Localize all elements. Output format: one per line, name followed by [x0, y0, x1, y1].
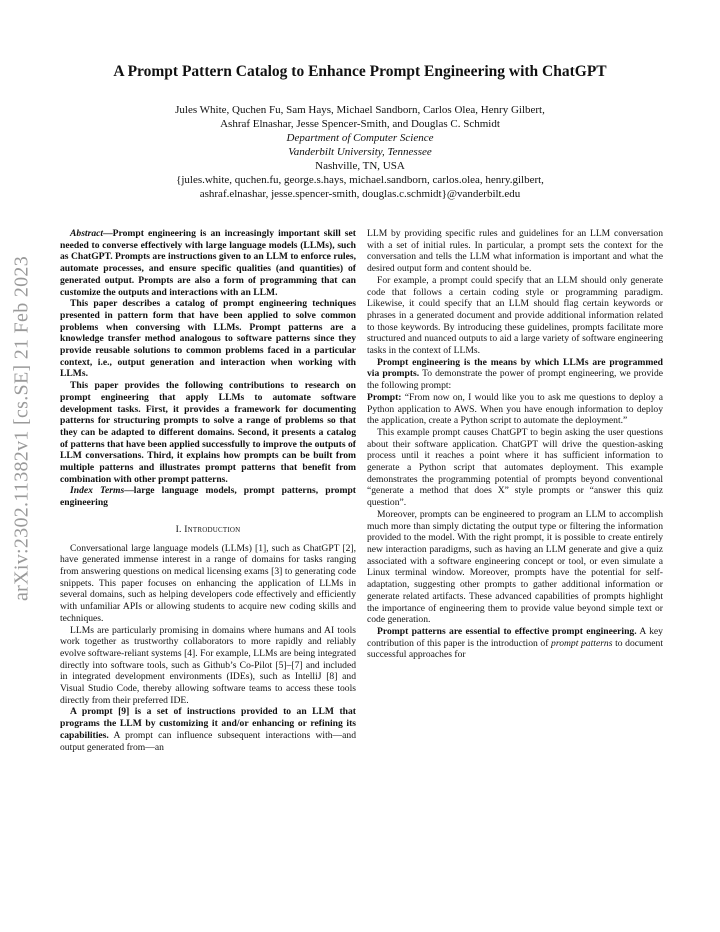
intro-paragraph-3: A prompt [9] is a set of instructions provided to an LLM that programs the LLM by customizing it and/or enhancing or refining its capabilities. A prompt can influence subsequent interactions with—and output generated from—an: [60, 706, 356, 753]
intro-paragraph-1: Conversational large language models (LLMs) [1], such as ChatGPT [2], have generated immense interest in a range of domains for tasks ranging from answering questions on medical licensing exams [3] to generating code snippets. This paper focuses on enhancing the application of LLMs in several domains, such as helping developers code effectively and efficiently with unfamiliar APIs or allowing students to acquire new coding skills and techniques.: [60, 542, 356, 624]
right-paragraph-6: Prompt patterns are essential to effective prompt engineering. A key contribution of this paper is the introduction of prompt patterns to document successful approaches for: [367, 625, 664, 661]
department: Department of Computer Science: [286, 132, 434, 144]
right-paragraph-3: Prompt engineering is the means by which LLMs are programmed via prompts. To demonstrate the power of prompt engineering, we provide the following prompt:: [367, 356, 663, 392]
emails-line-2: ashraf.elnashar, jesse.spencer-smith, douglas.c.schmidt}@vanderbilt.edu: [199, 188, 521, 200]
example-prompt: Prompt: “From now on, I would like you to ask me questions to deploy a Python application to AWS. When you have enough information to deploy the application, create a Python script to automate the deployment.”: [367, 391, 663, 427]
prompt-label: Prompt:: [367, 391, 402, 403]
index-terms-label: Index Terms: [70, 485, 125, 497]
author-names-line-2: Ashraf Elnashar, Jesse Spencer-Smith, and Douglas C. Schmidt: [220, 118, 500, 130]
abstract-paragraph-1: Abstract—Prompt engineering is an increasingly important skill set needed to converse effectively with large language models (LLMs), such as ChatGPT. Prompts are instructions given to an LLM to enforce rules, automate processes, and ensure specific qualities (and quantities) of generated output. Prompts are also a form of programming that can customize the outputs and interactions with an LLM.: [60, 228, 356, 298]
right-paragraph-5: Moreover, prompts can be engineered to program an LLM to accomplish much more than simply dictating the output type or filtering the information provided to the model. With the right prompt, it is possible to create entirely new interaction paradigms, such as having an LLM generate and give a quiz associated with a software engineering concept or tool, or even simulate a Linux terminal window. Moreover, prompts have the potential for self-adaptation, suggesting other prompts to gather additional information or generate related artifacts. These advanced capabilities of prompts highlight the importance of engineering them to provide value beyond simple text or code generation.: [367, 508, 663, 626]
abstract-paragraph-3: This paper provides the following contributions to research on prompt engineering that apply LLMs to automate software development tasks. First, it provides a framework for documenting patterns for structuring prompts to solve a range of problems so that they can be adapted to different domains. Second, it presents a catalog of patterns that have been applied successfully to improve the outputs of LLM conversations. Third, it explains how prompts can be built from multiple patterns and illustrates prompt patterns that benefit from combination with other prompt patterns.: [60, 380, 356, 485]
right-paragraph-4: This example prompt causes ChatGPT to begin asking the user questions about their software application. ChatGPT will drive the question-asking process until it reaches a point where it has sufficient information to generate a Python script that automates deployment. This example demonstrates the programming potential of prompts beyond conventional “generate a method that does X” style prompts or “answer this quiz question”.: [367, 426, 663, 509]
abstract-paragraph-2: This paper describes a catalog of prompt engineering techniques presented in pattern form that have been applied to solve common problems when conversing with LLMs. Prompt patterns are a knowledge transfer method analogous to software patterns since they provide reusable solutions to common problems faced in a particular context, i.e., output generation and interaction when working with LLMs.: [60, 298, 356, 380]
author-names-line-1: Jules White, Quchen Fu, Sam Hays, Michael Sandborn, Carlos Olea, Henry Gilbert,: [175, 104, 545, 116]
right-paragraph-1: LLM by providing specific rules and guidelines for an LLM conversation with a set of initial rules. In particular, a prompt sets the context for the conversation and tells the LLM what information is important and what the desired output form and content should be.: [367, 228, 663, 275]
left-column: [60, 228, 356, 753]
index-terms: Index Terms—large language models, prompt patterns, prompt engineering: [60, 485, 356, 509]
paper-title: A Prompt Pattern Catalog to Enhance Prompt Engineering with ChatGPT: [113, 63, 607, 80]
section-heading: I. Introduction: [175, 523, 241, 535]
arxiv-identifier[interactable]: arXiv:2302.11382v1 [cs.SE] 21 Feb 2023: [10, 255, 33, 602]
right-paragraph-2: For example, a prompt could specify that an LLM should only generate code that follows a certain coding style or programming paradigm. Likewise, it could specify that an LLM should flag certain keywords or phrases in a generated document and provide additional information related to those keywords. By introducing these guidelines, prompts facilitate more structured and nuanced outputs to aid a large variety of software engineering tasks in the context of LLMs.: [367, 274, 663, 357]
emails-line-1: {jules.white, quchen.fu, george.s.hays, michael.sandborn, carlos.olea, henry.gilbert,: [176, 174, 544, 186]
university: Vanderbilt University, Tennessee: [288, 146, 432, 158]
right-column: [367, 228, 663, 661]
abstract-label: Abstract: [70, 228, 104, 239]
city: Nashville, TN, USA: [315, 160, 405, 172]
intro-paragraph-2: LLMs are particularly promising in domains where humans and AI tools work together as trustworthy collaborators to more rapidly and reliably evolve software-reliant systems [4]. For example, LLMs are being integrated directly into software tools, such as Github’s Co-Pilot [5]–[7] and included in integrated development environments (IDEs), such as IntelliJ [8] and Visual Studio Code, thereby allowing software teams to access these tools directly from their preferred IDE.: [60, 624, 356, 706]
author-block: [0, 103, 720, 201]
